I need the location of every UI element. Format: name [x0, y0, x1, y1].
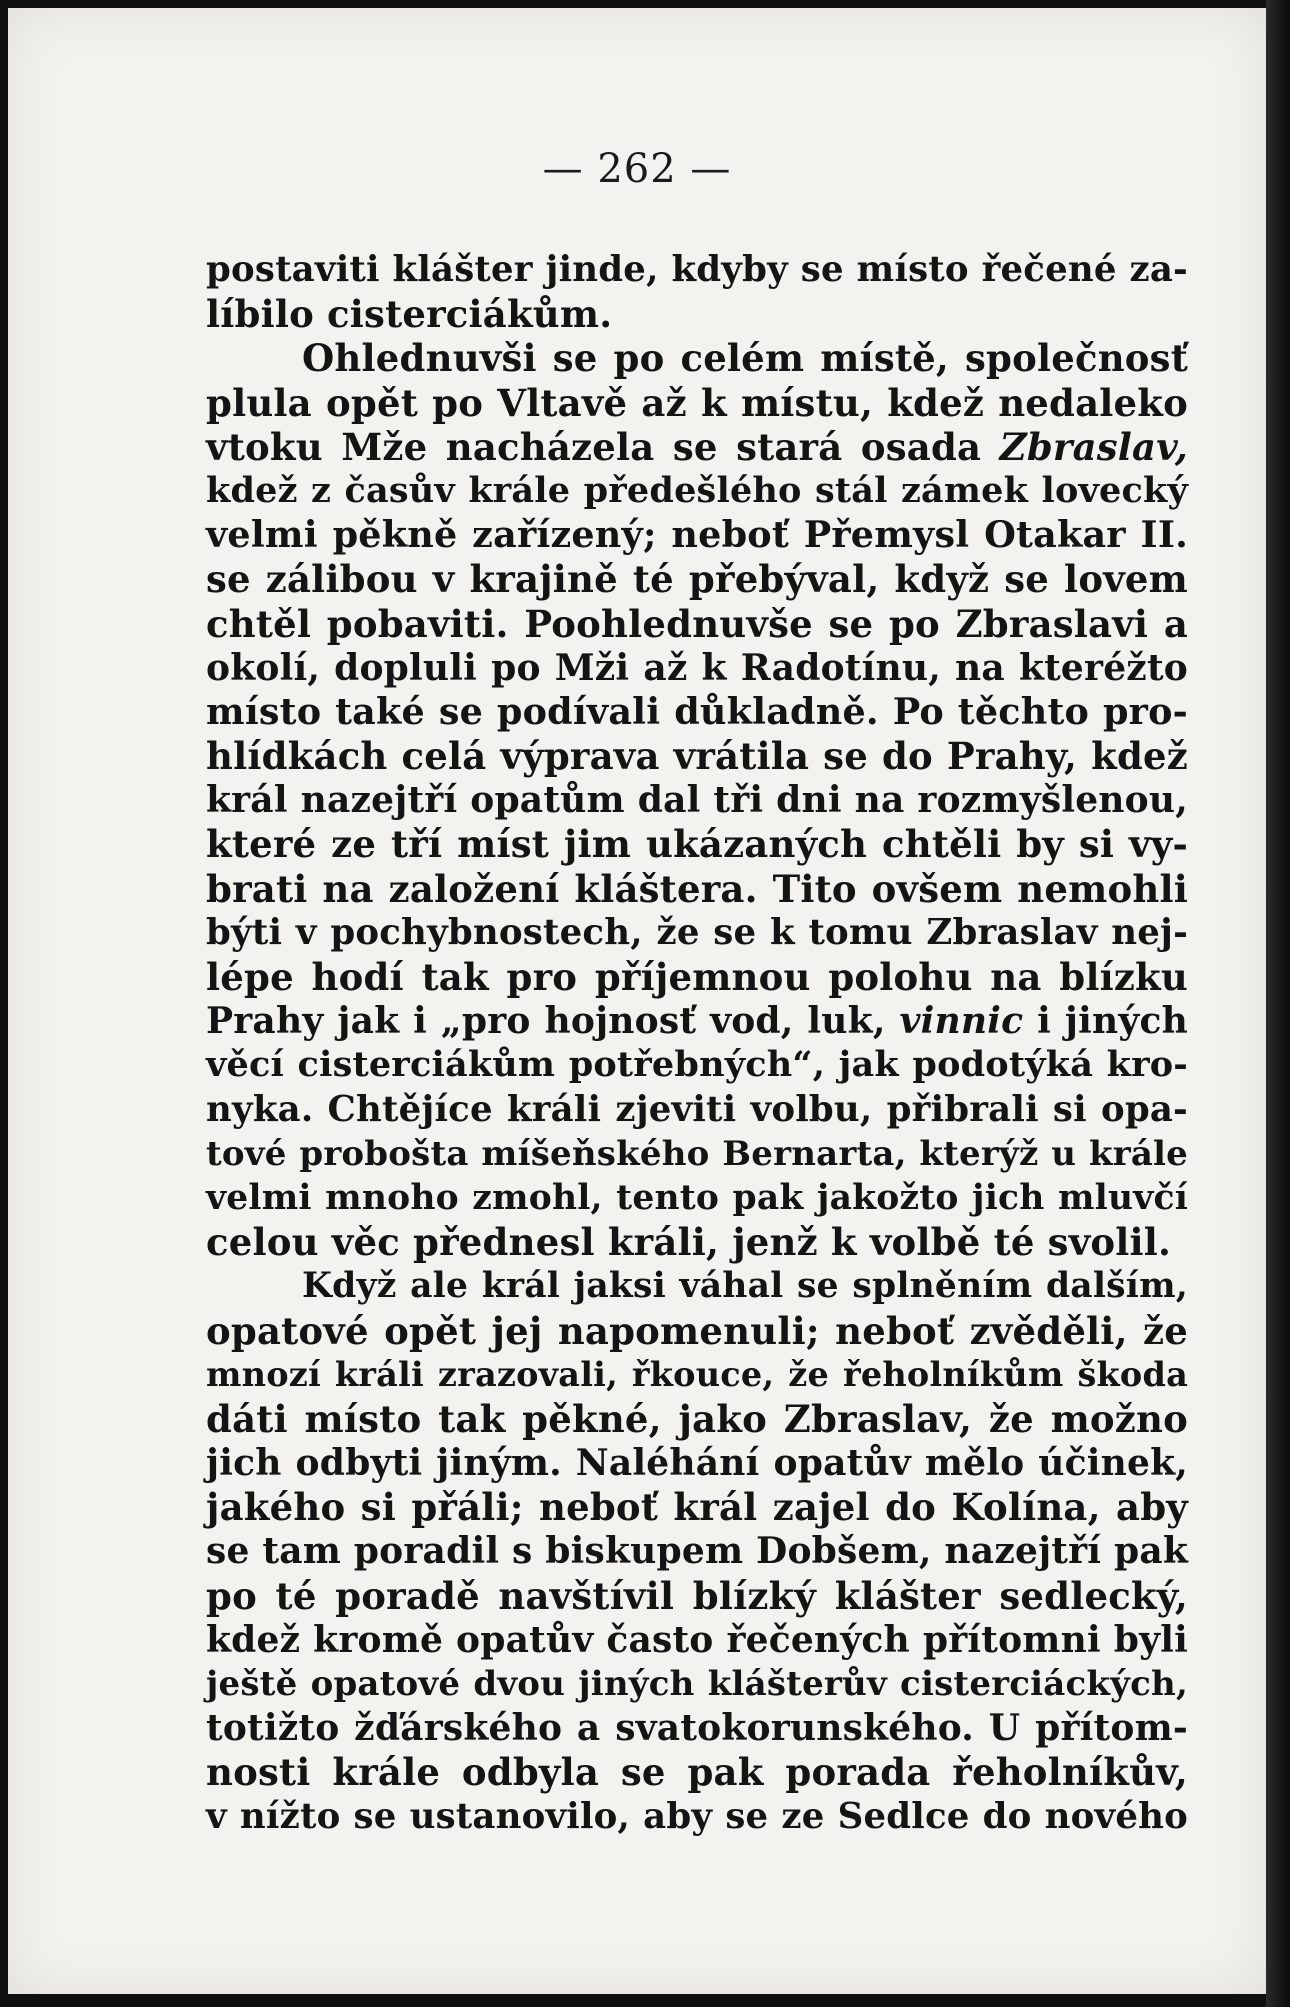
text-line: kdež z časův krále předešlého stál zámek lovecký	[206, 469, 1188, 511]
text-line: býti v pochybnostech, že se k tomu Zbraslav nej-	[206, 911, 1188, 953]
text-line: se zálibou v krajině té přebýval, když se lovem	[206, 557, 1188, 602]
text-segment: vtoku Mže nacházela se stará osada	[206, 424, 1000, 469]
text-line: dáti místo tak pěkné, jako Zbraslav, že možno	[206, 1396, 1188, 1441]
text-line: plula opět po Vltavě až k místu, kdež nedaleko	[206, 380, 1188, 425]
scan-edge-shadow	[1266, 0, 1290, 2007]
page-number: — 262 —	[542, 146, 732, 192]
text-line: velmi pěkně zařízený; neboť Přemysl Otakar II.	[206, 513, 1188, 557]
text-line: líbilo cisterciákům.	[206, 292, 613, 337]
text-line: hlídkách celá výprava vrátila se do Prahy, kdež	[206, 734, 1188, 779]
text-segment: Prahy jak i „pro hojnosť vod, luk,	[206, 1000, 900, 1043]
text-line: celou věc přednesl králi, jenž k volbě té svolil.	[206, 1220, 1172, 1265]
text-line: chtěl pobaviti. Poohlednuvše se po Zbraslavi a	[206, 601, 1188, 646]
text-segment: i jiných	[1023, 1000, 1188, 1043]
text-line: král nazejtří opatům dal tři dni na rozmyšlenou,	[206, 779, 1188, 822]
text-line: jakého si přáli; neboť král zajel do Kolína, aby	[206, 1485, 1188, 1530]
text-line: Ohlednuvši se po celém místě, společnosť	[302, 336, 1188, 381]
text-line: brati na založení kláštera. Tito ovšem nemohli	[206, 866, 1188, 911]
text-line: okolí, dopluli po Mži až k Radotínu, na kteréžto	[206, 646, 1188, 689]
text-line: opatové opět jej napomenuli; neboť zvěděli, že	[206, 1308, 1188, 1353]
text-line: ještě opatové dvou jiných klášterův cisterciáckých,	[206, 1664, 1188, 1704]
text-line: kdež kromě opatův často řečených přítomni byli	[206, 1618, 1188, 1661]
text-line: nosti krále odbyla se pak porada řeholníkův,	[206, 1750, 1188, 1795]
body-text	[206, 248, 1188, 1839]
italic-word: vinnic	[899, 1000, 1024, 1043]
text-line: místo také se podívali důkladně. Po těchto pro-	[206, 689, 1188, 733]
text-line: nyka. Chtějíce králi zjeviti volbu, přibrali si opa-	[206, 1088, 1188, 1130]
italic-place-name: Zbraslav,	[999, 424, 1188, 469]
text-line: totižto žďárského a svatokorunského. U přítom-	[206, 1707, 1188, 1750]
text-line: které ze tří míst jim ukázaných chtěli by si vy-	[206, 822, 1188, 867]
text-line: jich odbyti jiným. Naléhání opatův mělo účinek,	[206, 1442, 1188, 1485]
text-line: po té poradě navštívil blízký klášter sedlecký,	[206, 1573, 1188, 1618]
text-line: se tam poradil s biskupem Dobšem, nazejtří pak	[206, 1530, 1188, 1573]
text-line: Když ale král jaksi váhal se splněním dalším,	[302, 1266, 1188, 1307]
book-page	[8, 8, 1266, 1994]
text-line: mnozí králi zrazovali, řkouce, že řeholníkům škoda	[206, 1354, 1188, 1394]
text-line	[206, 425, 1188, 469]
text-line: věcí cisterciákům potřebných“, jak podotýká kro-	[206, 1044, 1188, 1086]
text-line: velmi mnoho zmohl, tento pak jakožto jich mluvčí	[206, 1177, 1188, 1218]
text-line: tové probošta míšeňského Bernarta, kterýž u krále	[206, 1133, 1188, 1174]
text-line: postaviti klášter jinde, kdyby se místo řečené za-	[206, 249, 1188, 290]
text-line: v nížto se ustanovilo, aby se ze Sedlce do nového	[206, 1795, 1188, 1837]
text-line: lépe hodí tak pro příjemnou polohu na blízku	[206, 955, 1188, 999]
text-line	[206, 999, 1188, 1043]
